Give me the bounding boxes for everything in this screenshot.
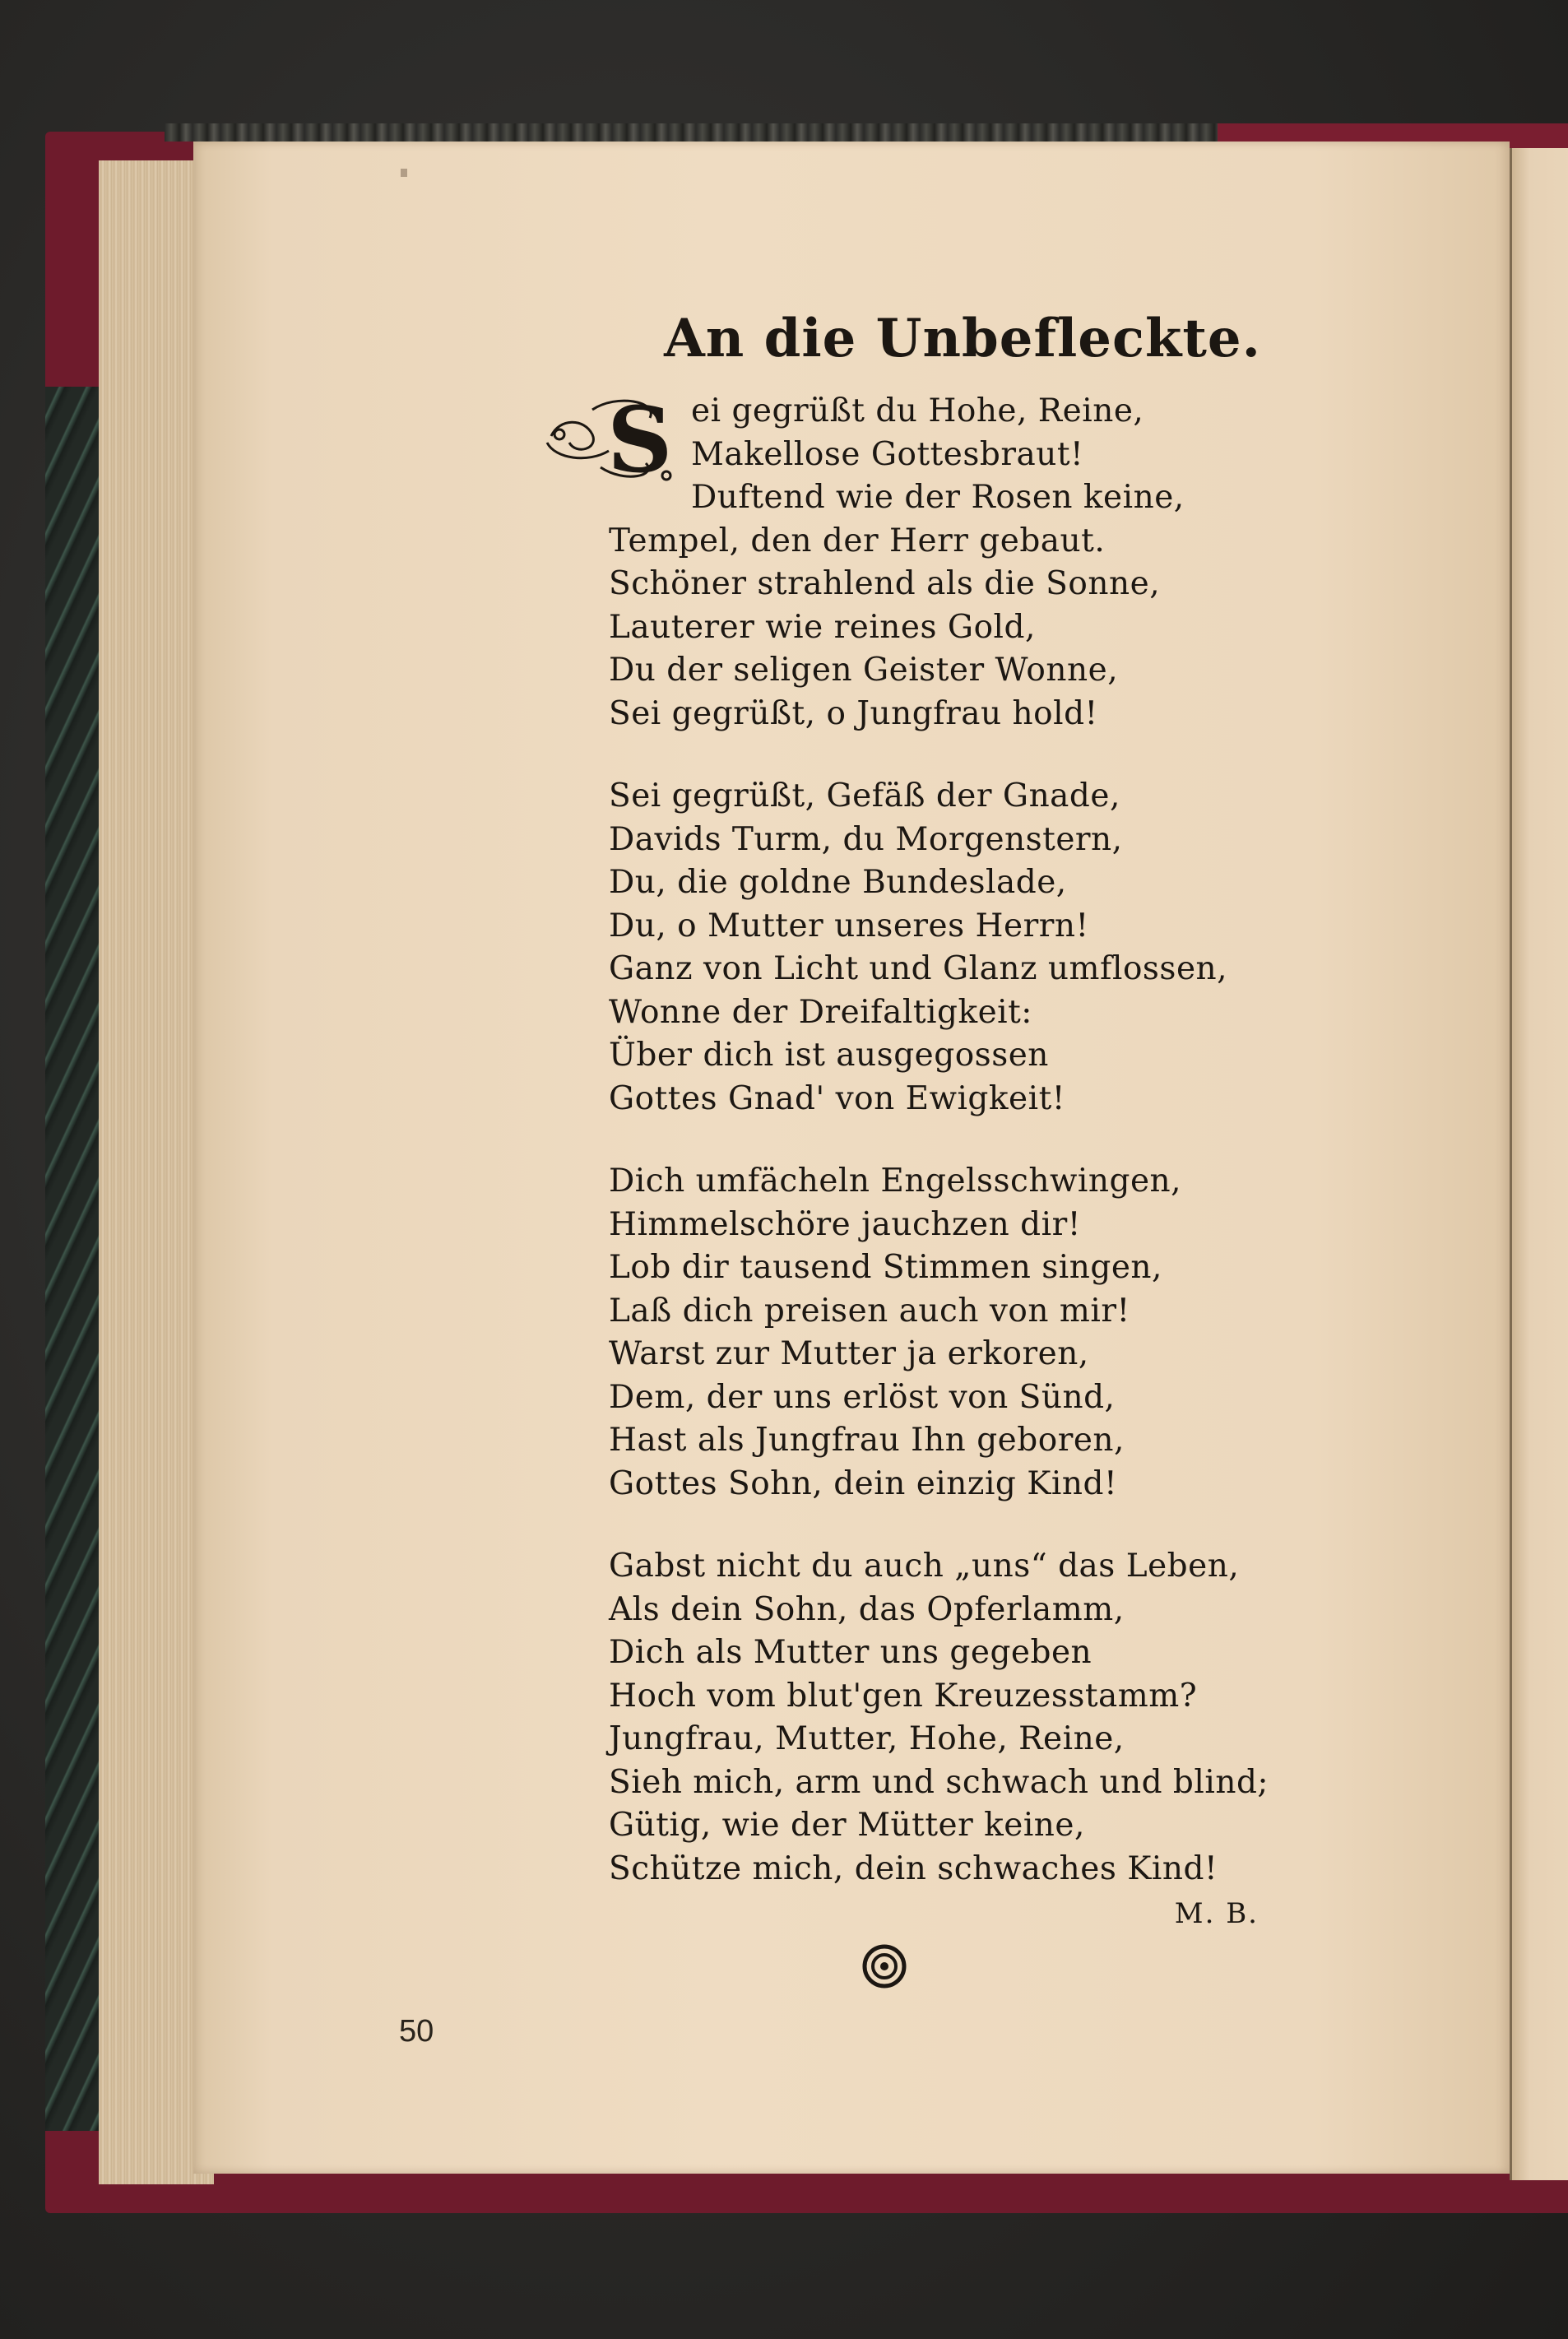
concentric-circle-ornament-icon: [860, 1942, 909, 1991]
poem-line: Tempel, den der Herr gebaut.: [609, 522, 1106, 559]
poem-line: Dich umfächeln Engelsschwingen,: [609, 1163, 1182, 1200]
poem-line: Du der seligen Geister Wonne,: [609, 652, 1119, 689]
poem-line: Laß dich preisen auch von mir!: [609, 1292, 1130, 1330]
poem-line: Über dich ist ausgegossen: [609, 1037, 1049, 1074]
poem-line: Himmelschöre jauchzen dir!: [609, 1205, 1081, 1243]
poem-line: Gottes Gnad' von Ewigkeit!: [609, 1079, 1065, 1117]
poem-line: Jungfrau, Mutter, Hohe, Reine,: [609, 1720, 1125, 1757]
ornamental-dropcap-icon: [543, 385, 691, 492]
poem-line: Hast als Jungfrau Ihn geboren,: [609, 1422, 1125, 1459]
poem-line: Wonne der Dreifaltigkeit:: [609, 993, 1032, 1031]
marbled-top-edge: [165, 123, 1234, 142]
facing-page-edge: [1510, 148, 1568, 2180]
poem-line: Sei gegrüßt, Gefäß der Gnade,: [609, 777, 1120, 814]
page-speck: [401, 169, 407, 177]
page-number: 50: [399, 2014, 434, 2049]
poem-title: An die Unbefleckte.: [664, 308, 1261, 369]
poem-line: Dich als Mutter uns gegeben: [609, 1634, 1092, 1671]
poem-line: Gabst nicht du auch „uns“ das Leben,: [609, 1548, 1240, 1585]
marbled-board: [45, 387, 103, 2131]
poem-line: Davids Turm, du Morgenstern,: [609, 820, 1123, 858]
dropcap-letter: S: [607, 387, 673, 492]
stanza-3: [609, 1160, 1267, 1506]
poem: [607, 308, 1269, 1930]
poem-line: Dem, der uns erlöst von Sünd,: [609, 1378, 1116, 1416]
poem-line: ei gegrüßt du Hohe, Reine,: [691, 392, 1144, 429]
poem-line: Schütze mich, dein schwaches Kind!: [609, 1849, 1218, 1887]
poem-line: Ganz von Licht und Glanz umflossen,: [609, 950, 1228, 987]
poem-line: Hoch vom blut'gen Kreuzesstamm?: [609, 1677, 1198, 1715]
poem-line: Sei gegrüßt, o Jungfrau hold!: [609, 694, 1098, 732]
poem-line: Warst zur Mutter ja erkoren,: [609, 1335, 1089, 1372]
poem-line: Duftend wie der Rosen keine,: [691, 479, 1185, 516]
poem-line: Lob dir tausend Stimmen singen,: [609, 1249, 1162, 1286]
stanza-4: [609, 1545, 1267, 1891]
stanza-2: [609, 775, 1267, 1121]
poem-line: Schöner strahlend als die Sonne,: [609, 565, 1161, 602]
poem-line: Sieh mich, arm und schwach und blind;: [609, 1763, 1269, 1801]
poem-line: Du, o Mutter unseres Herrn!: [609, 907, 1089, 944]
stanza-1: [607, 387, 1267, 736]
poem-line: Du, die goldne Bundeslade,: [609, 864, 1067, 901]
poem-line: Gütig, wie der Mütter keine,: [609, 1807, 1085, 1844]
poem-signature: M. B.: [1174, 1897, 1259, 1930]
poem-line: Lauterer wie reines Gold,: [609, 608, 1036, 646]
poem-line: Makellose Gottesbraut!: [691, 435, 1084, 473]
poem-line: Als dein Sohn, das Opferlamm,: [609, 1590, 1125, 1628]
poem-line: Gottes Sohn, dein einzig Kind!: [609, 1464, 1118, 1502]
